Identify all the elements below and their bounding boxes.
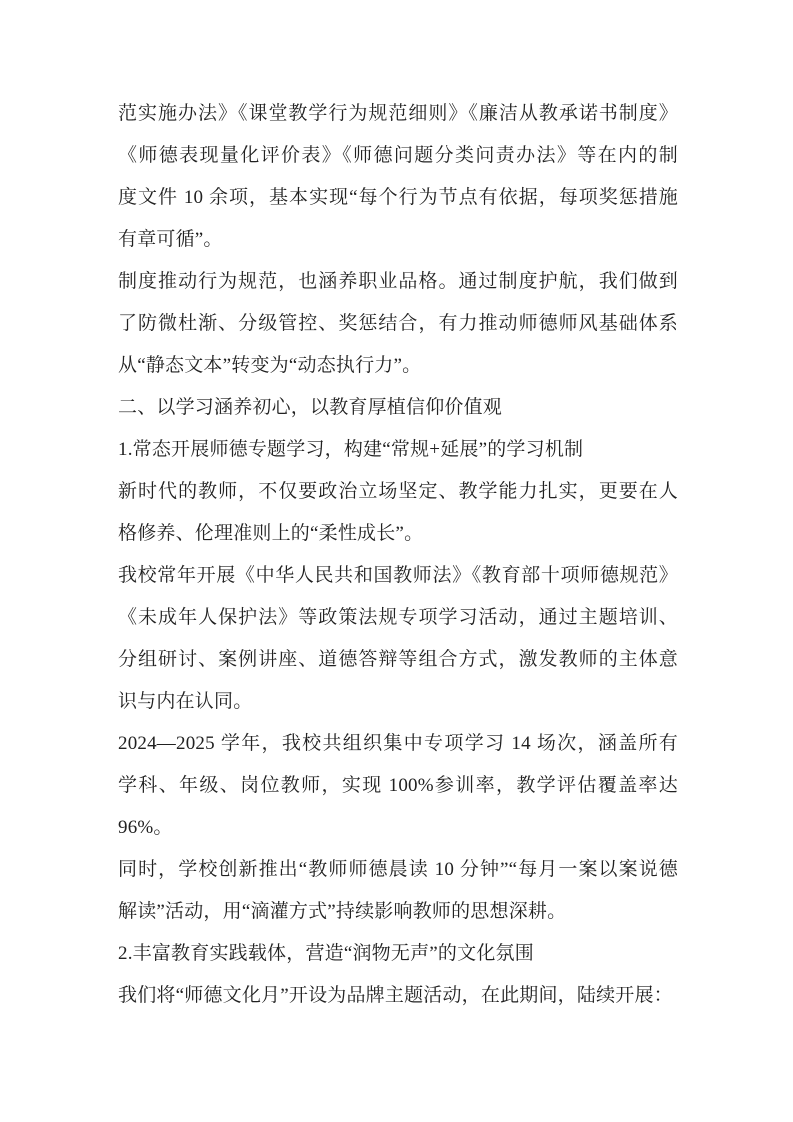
paragraph bbox=[118, 723, 678, 849]
text-line: 了防微杜渐、分级管控、奖惩结合，有力推动师德师风基础体系 bbox=[118, 313, 678, 334]
subsection-heading bbox=[118, 429, 678, 471]
section-heading bbox=[118, 387, 678, 429]
text-line: 同时，学校创新推出“教师师德晨读 10 分钟”“每月一案以案说德 bbox=[118, 859, 678, 880]
text-line: 有章可循”。 bbox=[118, 229, 223, 250]
paragraph bbox=[118, 555, 678, 723]
text-line: 我们将“师德文化月”开设为品牌主题活动，在此期间，陆续开展： bbox=[118, 985, 673, 1006]
paragraph bbox=[118, 849, 678, 933]
subsection-heading-line: 1.常态开展师德专题学习，构建“常规+延展”的学习机制 bbox=[118, 439, 584, 460]
paragraph bbox=[118, 261, 678, 387]
text-line: 制度推动行为规范，也涵养职业品格。通过制度护航，我们做到 bbox=[118, 271, 678, 292]
text-line: 《师德表现量化评价表》《师德问题分类问责办法》等在内的制 bbox=[118, 145, 678, 166]
text-line: 新时代的教师，不仅要政治立场坚定、教学能力扎实，更要在人 bbox=[118, 481, 678, 502]
text-line: 度文件 10 余项，基本实现“每个行为节点有依据，每项奖惩措施 bbox=[118, 187, 678, 208]
text-line: 格修养、伦理准则上的“柔性成长”。 bbox=[118, 523, 424, 544]
text-line: 《未成年人保护法》等政策法规专项学习活动，通过主题培训、 bbox=[118, 607, 678, 628]
subsection-heading bbox=[118, 933, 678, 975]
text-line: 识与内在认同。 bbox=[118, 691, 253, 712]
text-line: 我校常年开展《中华人民共和国教师法》《教育部十项师德规范》 bbox=[118, 565, 678, 586]
text-line: 分组研讨、案例讲座、道德答辩等组合方式，激发教师的主体意 bbox=[118, 649, 678, 670]
paragraph bbox=[118, 93, 678, 261]
subsection-heading-line: 2.丰富教育实践载体，营造“润物无声”的文化氛围 bbox=[118, 943, 534, 964]
text-line: 2024—2025 学年，我校共组织集中专项学习 14 场次，涵盖所有 bbox=[118, 733, 678, 754]
text-line: 学科、年级、岗位教师，实现 100%参训率，教学评估覆盖率达 bbox=[118, 775, 678, 796]
section-heading-line: 二、以学习涵养初心，以教育厚植信仰价值观 bbox=[118, 397, 503, 418]
text-block bbox=[118, 93, 678, 1017]
text-line: 96%。 bbox=[118, 817, 173, 838]
paragraph bbox=[118, 975, 678, 1017]
text-line: 范实施办法》《课堂教学行为规范细则》《廉洁从教承诺书制度》 bbox=[118, 103, 678, 124]
text-line: 解读”活动，用“滴灌方式”持续影响教师的思想深耕。 bbox=[118, 901, 567, 922]
paragraph bbox=[118, 471, 678, 555]
text-line: 从“静态文本”转变为“动态执行力”。 bbox=[118, 355, 422, 376]
